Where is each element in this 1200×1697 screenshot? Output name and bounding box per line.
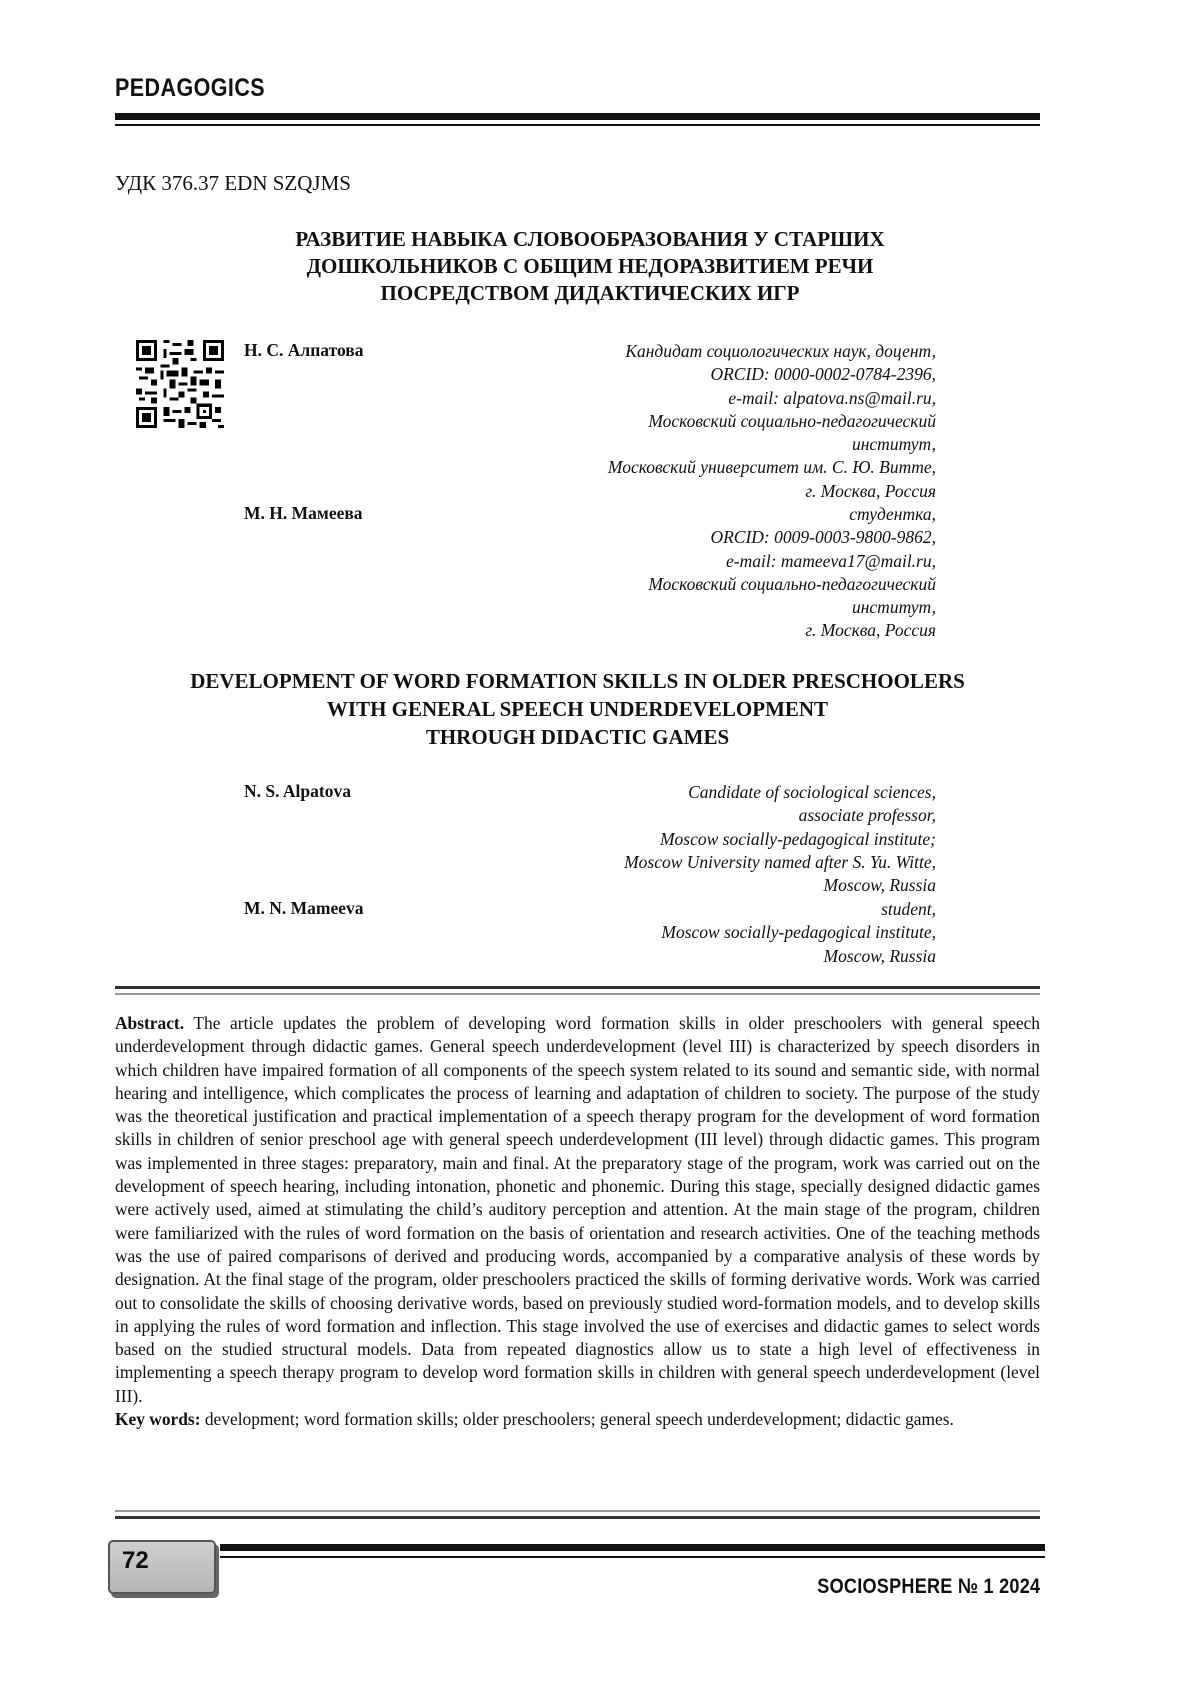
author-affiliation-en — [624, 781, 936, 897]
affiliation-line: Московский социально-педагогический — [648, 573, 936, 596]
affiliation-line: институт, — [608, 433, 936, 456]
keywords-paragraph — [115, 1408, 1040, 1431]
affiliation-line: Candidate of sociological sciences, — [624, 781, 936, 804]
udk-code: УДК 376.37 EDN SZQJMS — [115, 171, 351, 196]
affiliation-line: Moscow, Russia — [624, 874, 936, 897]
abstract-top-rule — [115, 986, 1040, 989]
author-name-en: M. N. Mameeva — [244, 898, 364, 919]
title-ru-line: ПОСРЕДСТВОМ ДИДАКТИЧЕСКИХ ИГР — [200, 280, 980, 307]
affiliation-line: e-mail: mameeva17@mail.ru, — [648, 550, 936, 573]
affiliation-line: институт, — [648, 596, 936, 619]
title-ru-line: РАЗВИТИЕ НАВЫКА СЛОВООБРАЗОВАНИЯ У СТАРШИХ — [200, 226, 980, 253]
affiliation-line: Moscow University named after S. Yu. Witte, — [624, 851, 936, 874]
author-name-en: N. S. Alpatova — [244, 781, 351, 802]
title-en-line: DEVELOPMENT OF WORD FORMATION SKILLS IN OLDER PRESCHOOLERS — [115, 667, 1040, 695]
abstract-top-rule-thin — [115, 993, 1040, 995]
header-rule-thin — [115, 124, 1040, 126]
qr-code-icon — [136, 340, 224, 428]
section-title: PEDAGOGICS — [115, 74, 265, 103]
header-rule-thick — [115, 113, 1040, 120]
title-ru — [200, 226, 980, 307]
affiliation-line: Moscow socially-pedagogical institute; — [624, 828, 936, 851]
affiliation-line: associate professor, — [624, 804, 936, 827]
abstract-block — [115, 1012, 1040, 1431]
abstract-text: The article updates the problem of developing word formation skills in older preschoolers with general speech underdevelopment through didactic games. General speech underdevelopment (level III) is characterized by speech disorders in which children have impaired formation of all components of the speech system related to its sound and semantic side, with normal hearing and intelligence, which complicates the process of learning and adaptation of children to society. The purpose of the study was the theoretical justification and practical implementation of a speech therapy program for the development of word formation skills in children of senior preschool age with general speech underdevelopment (III level) through didactic games. This program was implemented in three stages: preparatory, main and final. At the preparatory stage of the program, work was carried out on the development of speech hearing, including intonation, phonetic and phonemic. During this stage, specially designed didactic games were actively used, aimed at stimulating the child’s auditory perception and attention. At the main stage of the program, children were familiarized with the rules of word formation on the basis of orientation and research activities. One of the teaching methods was the use of paired comparisons of derived and producing words, accompanied by a comparative analysis of these words by designation. At the final stage of the program, older preschoolers practiced the skills of forming derivative words. Work was carried out to consolidate the skills of choosing derivative words, based on previously studied word-formation models, and to develop skills in applying the rules of word formation and inflection. This stage involved the use of exercises and didactic games to select words based on the studied structural models. Data from repeated diagnostics allow us to state a high level of effectiveness in implementing a speech therapy program to develop word formation skills in children with general speech underdevelopment (level III). — [115, 1013, 1040, 1406]
author-name-ru: М. Н. Мамеева — [244, 503, 363, 524]
keywords-label: Key words: — [115, 1409, 201, 1429]
title-ru-line: ДОШКОЛЬНИКОВ С ОБЩИМ НЕДОРАЗВИТИЕМ РЕЧИ — [200, 253, 980, 280]
abstract-bottom-rule-thin — [115, 1510, 1040, 1512]
affiliation-line: Кандидат социологических наук, доцент, — [608, 340, 936, 363]
keywords-text: development; word formation skills; older preschoolers; general speech underdevelopment; didactic games. — [205, 1409, 954, 1429]
author-affiliation-ru — [608, 340, 936, 503]
abstract-bottom-rule — [115, 1516, 1040, 1519]
affiliation-line: Московский социально-педагогический — [608, 410, 936, 433]
author-name-ru: Н. С. Алпатова — [244, 340, 363, 361]
author-affiliation-en — [661, 898, 936, 968]
affiliation-line: Moscow socially-pedagogical institute, — [661, 921, 936, 944]
abstract-label: Abstract. — [115, 1013, 184, 1033]
affiliation-line: e-mail: alpatova.ns@mail.ru, — [608, 387, 936, 410]
affiliation-line: Московский университет им. С. Ю. Витте, — [608, 456, 936, 479]
affiliation-line: ORCID: 0000-0002-0784-2396, — [608, 363, 936, 386]
title-en-line: WITH GENERAL SPEECH UNDERDEVELOPMENT — [115, 695, 1040, 723]
title-en-line: THROUGH DIDACTIC GAMES — [115, 723, 1040, 751]
affiliation-line: Moscow, Russia — [661, 945, 936, 968]
footer-rule-thick — [220, 1544, 1045, 1551]
affiliation-line: г. Москва, Россия — [648, 619, 936, 642]
journal-name: SOCIOSPHERE № 1 2024 — [817, 1575, 1040, 1599]
title-en — [115, 667, 1040, 751]
footer-rule-thin — [220, 1556, 1045, 1558]
abstract-paragraph — [115, 1012, 1040, 1408]
affiliation-line: ORCID: 0009-0003-9800-9862, — [648, 526, 936, 549]
author-affiliation-ru — [648, 503, 936, 643]
page-number: 72 — [122, 1547, 149, 1575]
affiliation-line: student, — [661, 898, 936, 921]
affiliation-line: студентка, — [648, 503, 936, 526]
affiliation-line: г. Москва, Россия — [608, 480, 936, 503]
